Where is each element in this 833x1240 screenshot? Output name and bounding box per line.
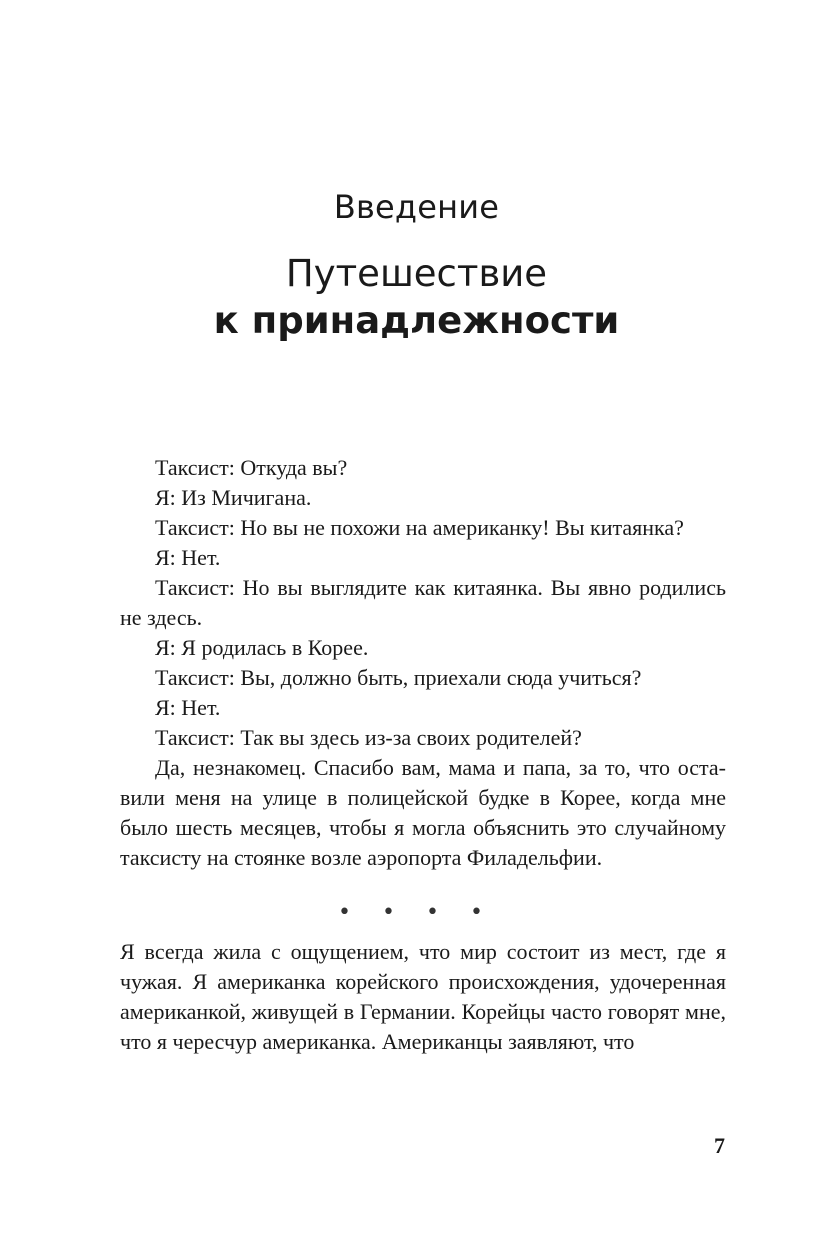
dialogue-line: Таксист: Откуда вы? — [155, 455, 348, 480]
chapter-title-line-2: к принадлежности — [213, 299, 620, 342]
dialogue-line: Я: Из Мичигана. — [155, 485, 312, 510]
dialogue-line: Таксист: Но вы выглядите как китаянка. Вы явно родились не здесь. — [120, 575, 726, 630]
dialogue-line: Я: Нет. — [155, 695, 221, 720]
section-separator: • • • • — [338, 900, 495, 925]
dialogue-line: Таксист: Но вы не похожи на американку! Вы китаянка? — [155, 515, 684, 540]
narrative-paragraph: Я всегда жила с ощущением, что мир состоит из мест, где я чужая. Я американка корейского происхождения, удочеренная американкой, живущей в Германии. Корейцы часто говорят мне, что я чересчур американка. Американцы заявляют, что — [120, 939, 726, 1054]
chapter-title — [0, 250, 833, 344]
dialogue-section — [120, 453, 726, 873]
dialogue-line: Я: Я родилась в Корее. — [155, 635, 369, 660]
dialogue-line: Таксист: Вы, должно быть, приехали сюда учиться? — [155, 665, 642, 690]
dialogue-paragraph: Да, незнакомец. Спасибо вам, мама и папа, за то, что оставили меня на улице в полицейской будке в Корее, когда мне было шесть месяцев, чтобы я могла объяснить это случайному таксисту на стоянке возле аэропорта Филадельфии. — [120, 755, 726, 870]
dialogue-line: Я: Нет. — [155, 545, 221, 570]
narrative-section — [120, 937, 726, 1057]
chapter-title-line-1: Путешествие — [285, 252, 548, 295]
chapter-label: Введение — [333, 188, 500, 226]
page-number: 7 — [714, 1133, 725, 1158]
dialogue-line: Таксист: Так вы здесь из-за своих родителей? — [155, 725, 582, 750]
